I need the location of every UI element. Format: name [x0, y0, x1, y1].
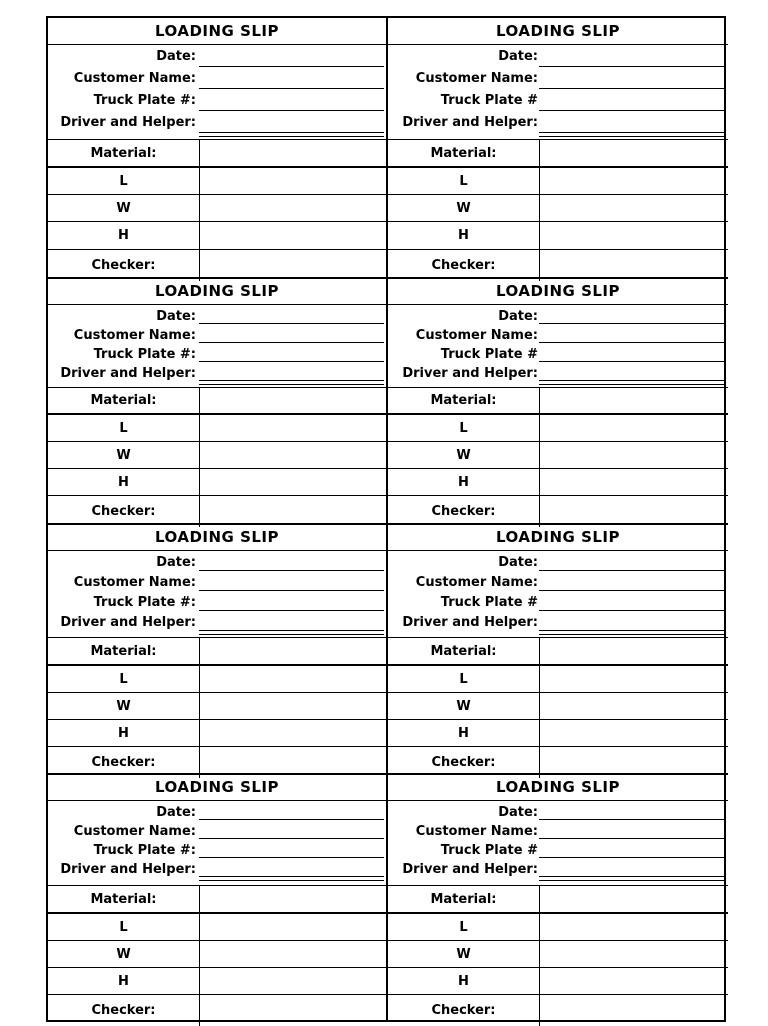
- truck-plate-field[interactable]: [199, 110, 384, 111]
- checker-label: Checker:: [48, 250, 200, 281]
- driver-and-helper-row: [388, 364, 728, 383]
- height-row[interactable]: [48, 720, 386, 747]
- customer-name-field[interactable]: [199, 342, 384, 343]
- slip-measurement-grid: [48, 140, 386, 281]
- length-row[interactable]: [48, 415, 386, 442]
- driver-and-helper-field[interactable]: [539, 132, 726, 133]
- slip-header-fields: [388, 801, 728, 886]
- width-label: W: [388, 442, 540, 468]
- driver-and-helper-label: Driver and Helper:: [60, 366, 196, 381]
- driver-and-helper-row: [388, 613, 728, 633]
- material-label: Material:: [388, 886, 540, 912]
- loading-slip: [388, 774, 728, 1022]
- height-label: H: [388, 720, 540, 746]
- slip-title: LOADING SLIP: [388, 18, 728, 45]
- truck-plate-row: [388, 593, 728, 613]
- width-label: W: [388, 941, 540, 967]
- material-row[interactable]: [48, 638, 386, 666]
- date-field[interactable]: [539, 570, 726, 571]
- driver-and-helper-field-extra-line: [539, 880, 726, 881]
- driver-and-helper-field[interactable]: [199, 876, 384, 877]
- driver-and-helper-label: Driver and Helper:: [402, 366, 538, 381]
- slip-title: LOADING SLIP: [48, 774, 386, 801]
- slip-measurement-grid: [388, 140, 728, 281]
- driver-and-helper-row: [388, 860, 728, 879]
- slip-measurement-grid: [48, 638, 386, 778]
- customer-name-label: Customer Name:: [415, 328, 538, 343]
- truck-plate-label: Truck Plate #:: [93, 595, 196, 610]
- length-label: L: [388, 168, 540, 194]
- slip-measurement-grid: [48, 388, 386, 527]
- customer-name-row: [48, 822, 386, 841]
- length-row[interactable]: [388, 914, 728, 941]
- checker-label: Checker:: [48, 496, 200, 527]
- truck-plate-row: [48, 593, 386, 613]
- length-label: L: [48, 168, 200, 194]
- material-row[interactable]: [48, 140, 386, 168]
- height-label: H: [388, 968, 540, 994]
- date-row: [48, 307, 386, 326]
- driver-and-helper-field-extra-line: [199, 880, 384, 881]
- driver-and-helper-label: Driver and Helper:: [60, 115, 196, 130]
- checker-row[interactable]: [48, 995, 386, 1026]
- slip-measurement-grid: [388, 886, 728, 1026]
- loading-slip: [48, 278, 388, 524]
- length-label: L: [388, 914, 540, 940]
- date-label: Date:: [498, 805, 538, 820]
- length-label: L: [48, 666, 200, 692]
- height-row[interactable]: [48, 469, 386, 496]
- slip-header-fields: [48, 801, 386, 886]
- material-row[interactable]: [388, 886, 728, 914]
- material-label: Material:: [388, 638, 540, 664]
- slip-header-fields: [48, 305, 386, 388]
- date-label: Date:: [156, 805, 196, 820]
- height-row[interactable]: [48, 968, 386, 995]
- checker-label: Checker:: [388, 250, 540, 281]
- material-row[interactable]: [48, 886, 386, 914]
- width-row[interactable]: [388, 195, 728, 222]
- date-row: [48, 553, 386, 573]
- loading-slip: [388, 524, 728, 774]
- material-row[interactable]: [48, 388, 386, 415]
- driver-and-helper-field-extra-line: [539, 384, 726, 385]
- customer-name-field[interactable]: [539, 88, 726, 89]
- slip-header-fields: [48, 45, 386, 140]
- driver-and-helper-field[interactable]: [199, 132, 384, 133]
- truck-plate-field[interactable]: [199, 610, 384, 611]
- slip-title: LOADING SLIP: [48, 524, 386, 551]
- driver-and-helper-row: [48, 860, 386, 879]
- truck-plate-label: Truck Plate #:: [93, 843, 196, 858]
- customer-name-label: Customer Name:: [415, 71, 538, 86]
- date-row: [388, 47, 728, 69]
- customer-name-label: Customer Name:: [73, 824, 196, 839]
- slip-header-fields: [388, 45, 728, 140]
- length-row[interactable]: [48, 914, 386, 941]
- truck-plate-field[interactable]: [539, 610, 726, 611]
- date-row: [388, 803, 728, 822]
- slip-title: LOADING SLIP: [48, 18, 386, 45]
- height-row[interactable]: [388, 968, 728, 995]
- truck-plate-label: Truck Plate #:: [93, 93, 196, 108]
- driver-and-helper-row: [388, 113, 728, 135]
- date-field[interactable]: [199, 323, 384, 324]
- width-label: W: [48, 693, 200, 719]
- width-label: W: [48, 442, 200, 468]
- truck-plate-field[interactable]: [539, 857, 726, 858]
- driver-and-helper-label: Driver and Helper:: [402, 615, 538, 630]
- height-label: H: [48, 222, 200, 249]
- driver-and-helper-row: [48, 364, 386, 383]
- length-row[interactable]: [48, 666, 386, 693]
- length-label: L: [388, 415, 540, 441]
- material-row[interactable]: [388, 638, 728, 666]
- checker-label: Checker:: [48, 995, 200, 1026]
- width-label: W: [388, 693, 540, 719]
- length-row[interactable]: [388, 666, 728, 693]
- driver-and-helper-label: Driver and Helper:: [402, 115, 538, 130]
- driver-and-helper-field-extra-line: [199, 136, 384, 137]
- truck-plate-row: [388, 345, 728, 364]
- material-label: Material:: [388, 140, 540, 166]
- driver-and-helper-label: Driver and Helper:: [402, 862, 538, 877]
- truck-plate-label: Truck Plate #: [440, 595, 538, 610]
- customer-name-label: Customer Name:: [73, 328, 196, 343]
- length-label: L: [48, 914, 200, 940]
- slip-title: LOADING SLIP: [388, 774, 728, 801]
- customer-name-field[interactable]: [539, 342, 726, 343]
- material-label: Material:: [388, 388, 540, 413]
- slip-header-fields: [388, 551, 728, 638]
- customer-name-row: [48, 326, 386, 345]
- driver-and-helper-label: Driver and Helper:: [60, 615, 196, 630]
- height-label: H: [388, 469, 540, 495]
- driver-and-helper-field-extra-line: [199, 384, 384, 385]
- truck-plate-field[interactable]: [539, 110, 726, 111]
- width-row[interactable]: [48, 941, 386, 968]
- slip-title: LOADING SLIP: [388, 278, 728, 305]
- customer-name-field[interactable]: [199, 590, 384, 591]
- date-label: Date:: [156, 49, 196, 64]
- length-label: L: [388, 666, 540, 692]
- material-label: Material:: [48, 140, 200, 166]
- length-row[interactable]: [48, 168, 386, 195]
- length-label: L: [48, 415, 200, 441]
- material-row[interactable]: [388, 140, 728, 168]
- date-label: Date:: [156, 555, 196, 570]
- truck-plate-label: Truck Plate #:: [93, 347, 196, 362]
- customer-name-label: Customer Name:: [73, 71, 196, 86]
- date-label: Date:: [156, 309, 196, 324]
- loading-slip: [48, 774, 388, 1022]
- driver-and-helper-field-extra-line: [539, 136, 726, 137]
- date-row: [388, 307, 728, 326]
- slip-title: LOADING SLIP: [48, 278, 386, 305]
- material-row[interactable]: [388, 388, 728, 415]
- truck-plate-row: [48, 345, 386, 364]
- loading-slip: [48, 18, 388, 278]
- width-label: W: [48, 941, 200, 967]
- date-label: Date:: [498, 555, 538, 570]
- width-row[interactable]: [388, 693, 728, 720]
- material-label: Material:: [48, 638, 200, 664]
- truck-plate-label: Truck Plate #: [440, 347, 538, 362]
- loading-slip: [388, 278, 728, 524]
- height-label: H: [48, 720, 200, 746]
- customer-name-row: [48, 573, 386, 593]
- date-label: Date:: [498, 309, 538, 324]
- width-row[interactable]: [48, 693, 386, 720]
- loading-slip: [388, 18, 728, 278]
- driver-and-helper-field[interactable]: [539, 876, 726, 877]
- width-row[interactable]: [48, 195, 386, 222]
- width-label: W: [388, 195, 540, 221]
- height-row[interactable]: [388, 222, 728, 250]
- height-row[interactable]: [388, 720, 728, 747]
- length-row[interactable]: [388, 168, 728, 195]
- width-row[interactable]: [388, 941, 728, 968]
- truck-plate-field[interactable]: [539, 361, 726, 362]
- customer-name-field[interactable]: [539, 838, 726, 839]
- loading-slip: [48, 524, 388, 774]
- slip-title: LOADING SLIP: [388, 524, 728, 551]
- slip-measurement-grid: [48, 886, 386, 1026]
- truck-plate-row: [388, 841, 728, 860]
- driver-and-helper-field[interactable]: [539, 630, 726, 631]
- slip-measurement-grid: [388, 388, 728, 527]
- date-field[interactable]: [199, 819, 384, 820]
- slip-header-fields: [388, 305, 728, 388]
- checker-label: Checker:: [48, 747, 200, 778]
- customer-name-row: [388, 573, 728, 593]
- customer-name-row: [388, 822, 728, 841]
- width-label: W: [48, 195, 200, 221]
- date-row: [48, 47, 386, 69]
- driver-and-helper-row: [48, 113, 386, 135]
- truck-plate-field[interactable]: [199, 857, 384, 858]
- driver-and-helper-label: Driver and Helper:: [60, 862, 196, 877]
- checker-label: Checker:: [388, 496, 540, 527]
- customer-name-label: Customer Name:: [415, 824, 538, 839]
- customer-name-field[interactable]: [539, 590, 726, 591]
- customer-name-row: [48, 69, 386, 91]
- customer-name-field[interactable]: [199, 88, 384, 89]
- date-row: [48, 803, 386, 822]
- date-field[interactable]: [539, 66, 726, 67]
- date-field[interactable]: [539, 323, 726, 324]
- checker-label: Checker:: [388, 747, 540, 778]
- date-field[interactable]: [539, 819, 726, 820]
- material-label: Material:: [48, 886, 200, 912]
- driver-and-helper-field[interactable]: [539, 380, 726, 381]
- height-row[interactable]: [48, 222, 386, 250]
- truck-plate-label: Truck Plate #: [440, 843, 538, 858]
- slip-measurement-grid: [388, 638, 728, 778]
- material-label: Material:: [48, 388, 200, 413]
- height-label: H: [388, 222, 540, 249]
- date-label: Date:: [498, 49, 538, 64]
- height-label: H: [48, 968, 200, 994]
- driver-and-helper-row: [48, 613, 386, 633]
- driver-and-helper-field[interactable]: [199, 380, 384, 381]
- driver-and-helper-field[interactable]: [199, 630, 384, 631]
- truck-plate-row: [48, 841, 386, 860]
- truck-plate-field[interactable]: [199, 361, 384, 362]
- length-row[interactable]: [388, 415, 728, 442]
- truck-plate-label: Truck Plate #: [440, 93, 538, 108]
- height-row[interactable]: [388, 469, 728, 496]
- date-row: [388, 553, 728, 573]
- checker-label: Checker:: [388, 995, 540, 1026]
- slip-header-fields: [48, 551, 386, 638]
- driver-and-helper-field-extra-line: [539, 634, 726, 635]
- customer-name-label: Customer Name:: [415, 575, 538, 590]
- customer-name-row: [388, 69, 728, 91]
- customer-name-row: [388, 326, 728, 345]
- customer-name-label: Customer Name:: [73, 575, 196, 590]
- height-label: H: [48, 469, 200, 495]
- truck-plate-row: [388, 91, 728, 113]
- date-field[interactable]: [199, 66, 384, 67]
- loading-slip-sheet: [46, 16, 726, 1022]
- driver-and-helper-field-extra-line: [199, 634, 384, 635]
- truck-plate-row: [48, 91, 386, 113]
- customer-name-field[interactable]: [199, 838, 384, 839]
- width-row[interactable]: [388, 442, 728, 469]
- width-row[interactable]: [48, 442, 386, 469]
- date-field[interactable]: [199, 570, 384, 571]
- checker-row[interactable]: [388, 995, 728, 1026]
